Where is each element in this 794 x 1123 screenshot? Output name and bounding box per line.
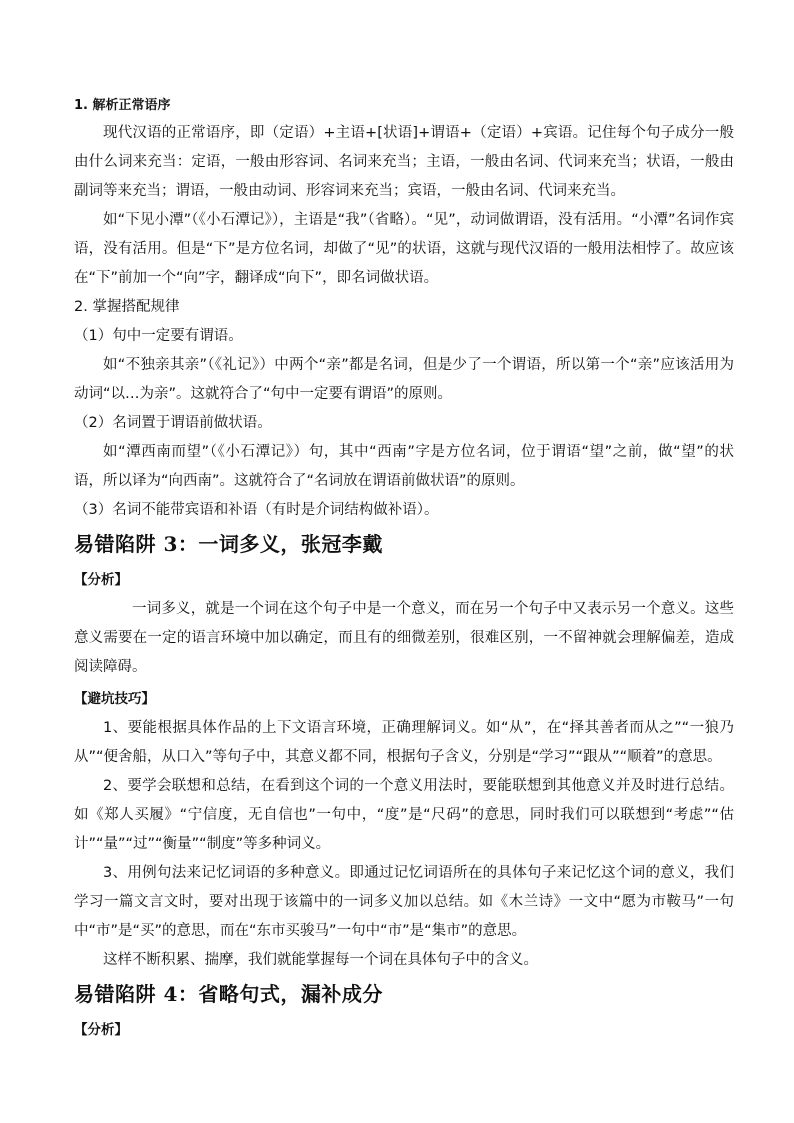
- trap-3-tip-4: 这样不断积累、揣摩，我们就能掌握每一个词在具体句子中的含义。: [103, 952, 538, 968]
- paragraph-example-xiao-tan: 如“下见小潭”（《小石潭记》），主语是“我”（省略）。“见”，动词做谓语，没有活用。“小潭”名词作宾语，没有活用。但是“下”是方位名词，却做了“见”的状语，这就与现代汉语的一般用法相悖了。故应该在“下”前加一个“向”字，翻译成“向下”，即名词做状语。: [74, 212, 734, 286]
- rule-item-2-text: 如“潭西南而望”（《小石潭记》）句，其中“西南”字是方位名词，位于谓语“望”之前，做“望”的状语，所以译为“向西南”。这就符合了“名词放在谓语前做状语”的原则。: [74, 444, 734, 489]
- trap-3-tips-label: 【避坑技巧】: [74, 691, 155, 707]
- paragraph-normal-order: 现代汉语的正常语序，即（定语）+主语+[状语]+谓语+（定语）+宾语。记住每个句子成分一般由什么词来充当：定语，一般由形容词、名词来充当；主语，一般由名词、代词来充当；状语，一般由副词等来充当；谓语，一般由动词、形容词来充当；宾语，一般由名词、代词来充当。: [74, 125, 734, 199]
- section-heading-normal-order: 1. 解析正常语序: [74, 98, 171, 113]
- trap-3-tip-3: 3、用例句法来记忆词语的多种意义。即通过记忆词语所在的具体句子来记忆这个词的意义，我们学习一篇文言文时，要对出现于该篇中的一词多义加以总结。如《木兰诗》一文中“愿为市鞍马”一句中“市”是“买”的意思，而在“东市买骏马”一句中“市”是“集市”的意思。: [74, 865, 734, 939]
- rule-item-1: （1）句中一定要有谓语。: [74, 328, 243, 344]
- rule-item-3: （3）名词不能带宾语和补语（有时是介词结构做补语）。: [74, 502, 439, 518]
- trap-4-analysis-label: 【分析】: [74, 1022, 128, 1038]
- trap-3-tip-2: 2、要学会联想和总结，在看到这个词的一个意义用法时，要能联想到其他意义并及时进行总结。如《郑人买履》“宁信度，无自信也”一句中，“度”是“尺码”的意思，同时我们可以联想到“考虑”“估计”“量”“过”“衡量”“制度”等多种词义。: [74, 778, 734, 852]
- section-heading-collocation: 2. 掌握搭配规律: [74, 299, 180, 315]
- trap-3-tip-1: 1、要能根据具体作品的上下文语言环境，正确理解词义。如“从”，在“择其善者而从之”“一狼乃从”“便舍船，从口入”等句子中，其意义都不同，根据句子含义，分别是“学习”“跟从”“顺着”的意思。: [74, 720, 734, 765]
- rule-item-2: （2）名词置于谓语前做状语。: [74, 415, 272, 431]
- trap-4-title: 易错陷阱 4：省略句式，漏补成分: [74, 982, 383, 1006]
- rule-item-1-text: 如“不独亲其亲”（《礼记》）中两个“亲”都是名词，但是少了一个谓语，所以第一个“亲”应该活用为动词“以…为亲”。这就符合了“句中一定要有谓语”的原则。: [74, 357, 734, 402]
- trap-3-title: 易错陷阱 3：一词多义，张冠李戴: [74, 532, 383, 556]
- document-page: [74, 92, 734, 1045]
- trap-3-analysis-label: 【分析】: [74, 572, 128, 588]
- trap-3-analysis-text: 一词多义，就是一个词在这个句子中是一个意义，而在另一个句子中又表示另一个意义。这些意义需要在一定的语言环境中加以确定，而且有的细微差别，很难区别，一不留神就会理解偏差，造成阅读障碍。: [74, 601, 734, 675]
